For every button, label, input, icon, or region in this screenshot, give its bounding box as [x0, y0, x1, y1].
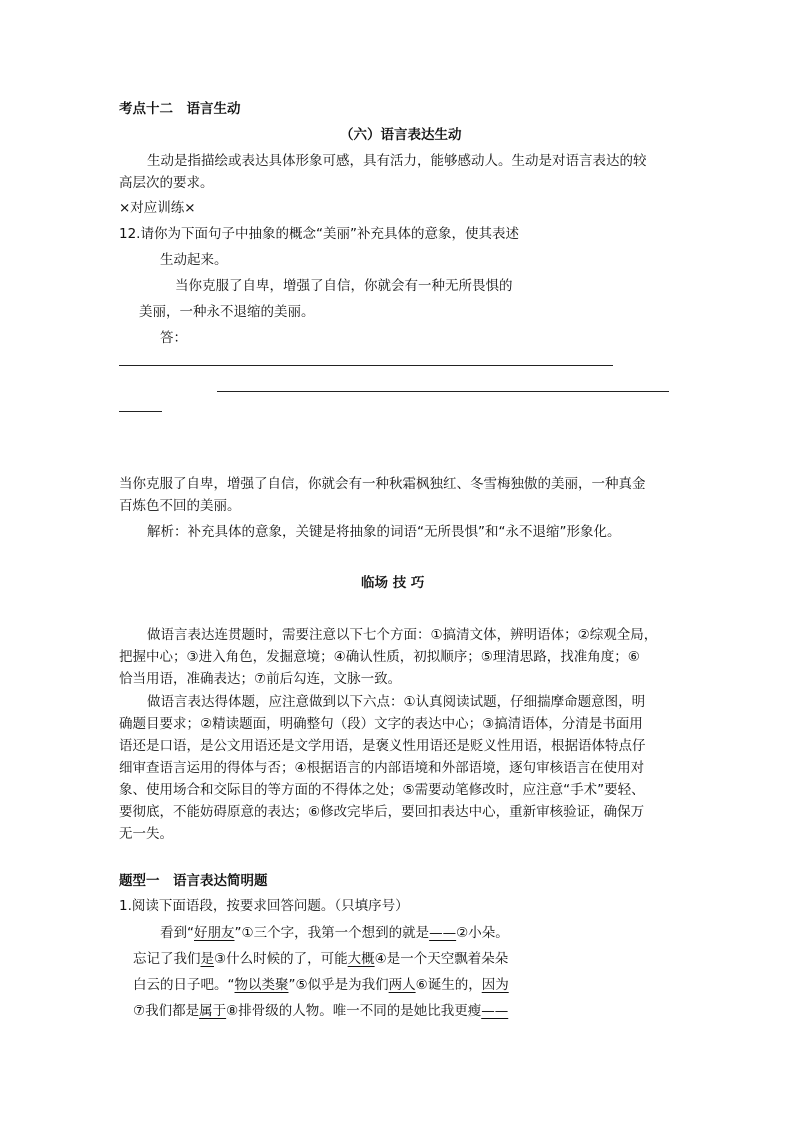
text-segment: ⑧排骨级的人物。唯一不同的是她比我更瘦: [226, 1003, 482, 1019]
text-segment: ⑦我们都是: [133, 1003, 200, 1019]
question-12-prompt-cont: 生动起来。: [160, 252, 228, 268]
text-segment: ”①三个字，我第一个想到的就是: [234, 925, 430, 941]
answer-blank-line[interactable]: [119, 365, 613, 366]
tips-paragraph-2: 要彻底，不能妨碍原意的表达；⑥修改完毕后，要回扣表达中心，重新审核验证，确保万: [119, 804, 645, 820]
tips-paragraph-2: 象、使用场合和交际目的等方面的不得体之处；⑤需要动笔修改时，应注意“手术”要轻、: [119, 782, 645, 798]
tips-paragraph-2: 语还是口语，是公文用语还是文学用语，是褒义性用语还是贬义性用语，根据语体特点仔: [119, 738, 646, 754]
question-12-sentence: 当你克服了自卑，增强了自信，你就会有一种无所畏惧的: [175, 278, 513, 294]
definition-line: 生动是指描绘或表达具体形象可感，具有活力，能够感动人。生动是对语言表达的较: [147, 153, 647, 169]
answer-text: 百炼色不回的美丽。: [119, 498, 241, 514]
subtitle: （六）语言表达生动: [340, 127, 462, 143]
answer-blank-line[interactable]: [119, 411, 162, 412]
text-segment: 白云的日子吧。“: [133, 977, 235, 993]
text-segment: ③什么时候的了，可能: [214, 951, 348, 967]
tips-paragraph-2: 确题目要求；②精读题面，明确整句（段）文字的表达中心；③搞清语体，分清是书面用: [119, 716, 643, 732]
tips-paragraph-1: 做语言表达连贯题时，需要注意以下七个方面：①搞清文体，辨明语体；②综观全局，: [147, 627, 658, 643]
text-segment: ②小朵。: [456, 925, 509, 941]
question-1-text-line: [133, 975, 509, 995]
underlined-phrase: ——: [429, 925, 457, 941]
text-segment: ”⑤似乎是为我们: [288, 977, 389, 993]
answer-text: 当你克服了自卑，增强了自信，你就会有一种秋霜枫独红、冬雪梅独傲的美丽，一种真金: [119, 476, 646, 492]
text-segment: ⑥诞生的，: [415, 977, 482, 993]
underlined-phrase: 属于: [199, 1003, 227, 1019]
text-segment: 看到“: [160, 925, 194, 941]
question-1-text-line: [133, 1001, 508, 1021]
underlined-phrase: 大概: [347, 951, 375, 967]
text-segment: ④是一个天空飘着朵朵: [374, 951, 509, 967]
underlined-phrase: 物以类聚: [234, 977, 289, 993]
underlined-phrase: 好朋友: [194, 925, 235, 941]
tips-paragraph-1: 恰当用语，准确表达；⑦前后勾连，文脉一致。: [119, 671, 402, 687]
question-1-text-line: [160, 923, 509, 943]
section-title: 考点十二 语言生动: [119, 101, 241, 117]
answer-label: 答：: [160, 330, 187, 346]
tips-paragraph-1: 把握中心；③进入角色，发掘意境；④确认性质，初拟顺序；⑤理清思路，找准角度；⑥: [119, 649, 640, 665]
tips-paragraph-2: 细审查语言运用的得体与否；④根据语言的内部语境和外部语境，逐句审核语言在使用对: [119, 760, 645, 776]
question-1-prompt: 1.阅读下面语段，按要求回答问题。（只填序号）: [119, 898, 409, 914]
underlined-phrase: ——: [481, 1003, 509, 1019]
practice-header: ×对应训练×: [119, 200, 196, 216]
tips-title: 临场 技 巧: [361, 575, 425, 591]
question-type-title: 题型一 语言表达简明题: [119, 873, 268, 889]
tips-paragraph-2: 无一失。: [119, 826, 173, 842]
underlined-phrase: 两人: [388, 977, 416, 993]
text-segment: 忘记了我们: [133, 951, 201, 967]
question-1-text-line: [133, 949, 508, 969]
underlined-phrase: 因为: [481, 977, 509, 993]
question-12-sentence-cont: 美丽，一种永不退缩的美丽。: [139, 304, 315, 320]
underlined-phrase: 是: [200, 951, 214, 967]
answer-blank-line[interactable]: [217, 391, 669, 392]
question-12-prompt: 12.请你为下面句子中抽象的概念“美丽”补充具体的意象，使其表述: [119, 226, 519, 242]
definition-line: 高层次的要求。: [119, 175, 214, 191]
analysis-text: 解析：补充具体的意象，关键是将抽象的词语“无所畏惧”和“永不退缩”形象化。: [147, 524, 621, 540]
tips-paragraph-2: 做语言表达得体题，应注意做到以下六点：①认真阅读试题，仔细揣摩命题意图，明: [147, 694, 646, 710]
